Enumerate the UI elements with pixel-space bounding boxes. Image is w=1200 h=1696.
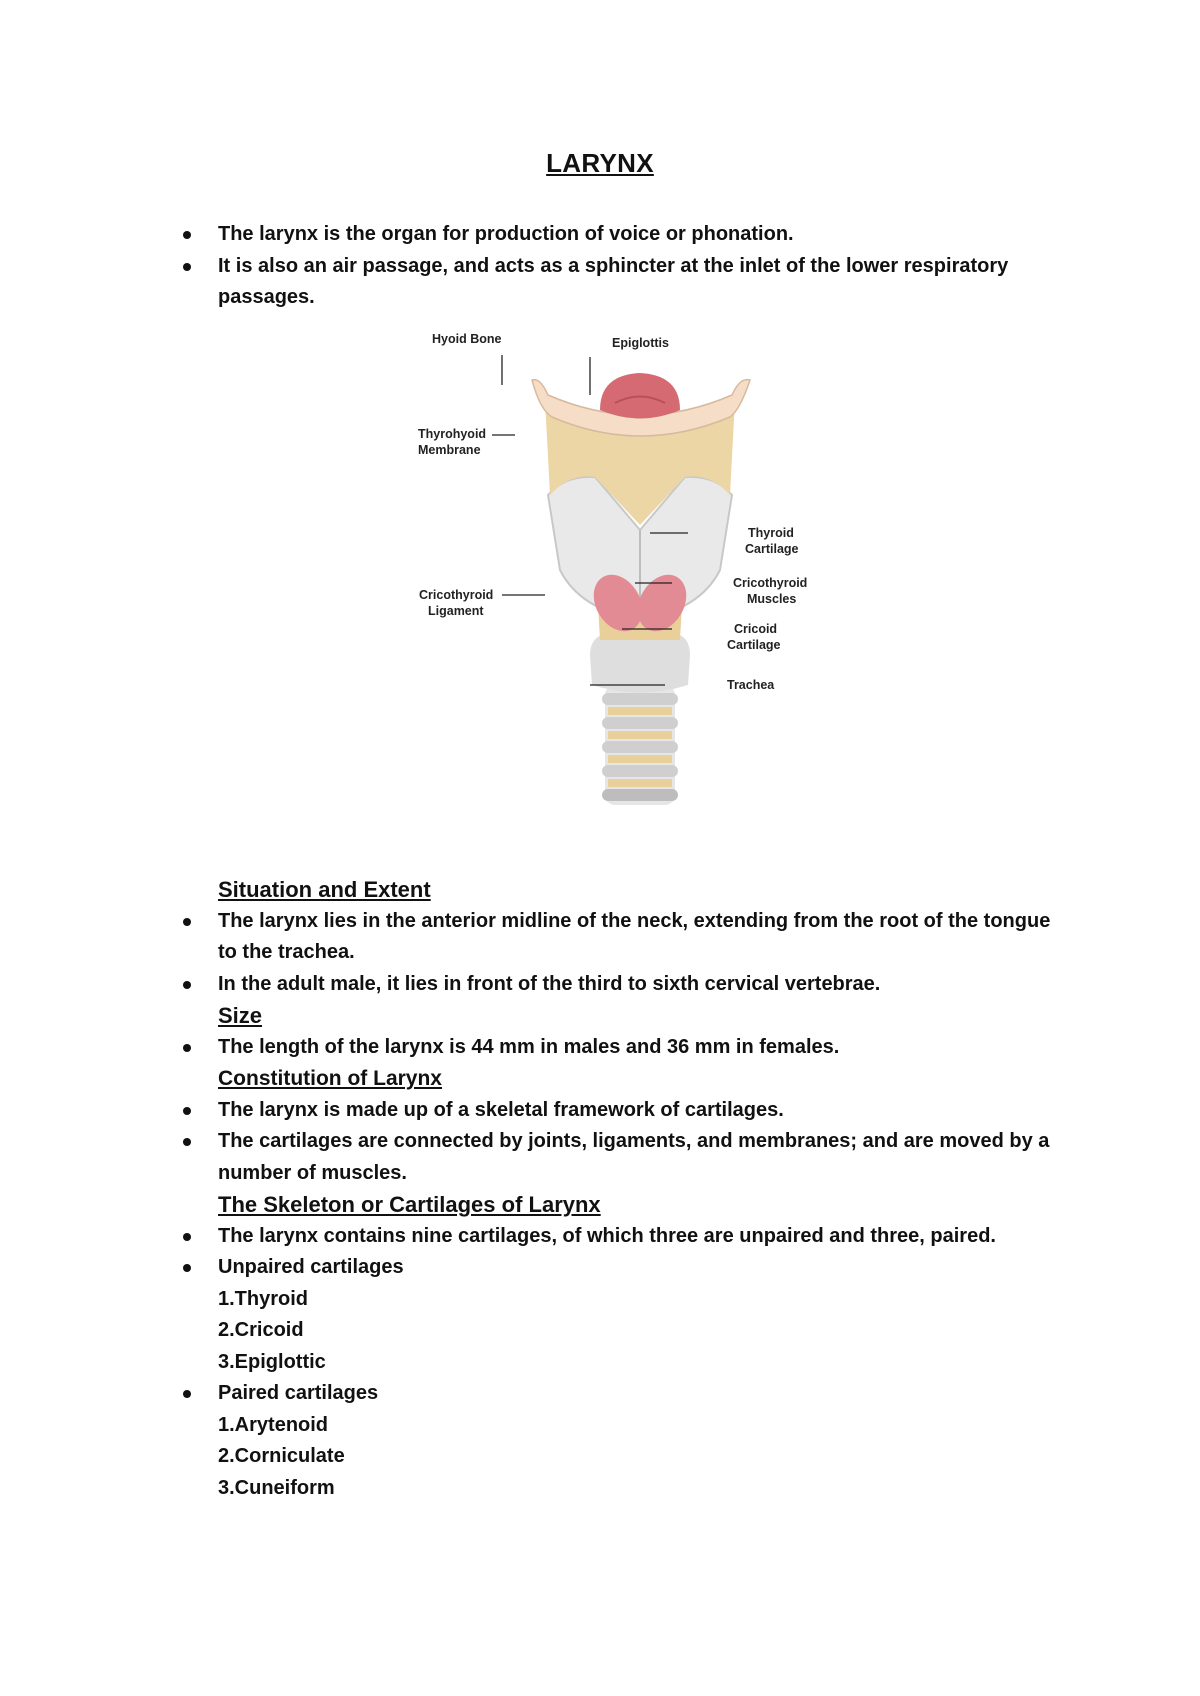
label-cricothyroid-muscles-2: Muscles <box>747 592 797 606</box>
label-cricothyroid-ligament-2: Ligament <box>428 604 484 618</box>
sub-list-item: 2.Cricoid <box>218 1319 304 1341</box>
label-thyroid-1: Thyroid <box>748 526 794 540</box>
section-heading-situation: Situation and Extent <box>218 877 431 902</box>
bullet-icon <box>183 1107 191 1115</box>
page-title: LARYNX <box>546 148 654 178</box>
bullet-icon <box>183 1233 191 1241</box>
body-sections <box>0 874 1200 1504</box>
sub-list-item: 1.Arytenoid <box>218 1413 329 1436</box>
list-item-continuation: number of muscles. <box>218 1161 407 1184</box>
intro-section <box>0 219 1200 314</box>
list-item: In the adult male, it lies in front of the third to sixth cervical vertebrae. <box>0 969 1200 1001</box>
list-item: The larynx is the organ for production of voice or phonation. <box>0 219 1200 251</box>
label-trachea: Trachea <box>727 678 775 692</box>
list-item: The cartilages are connected by joints, ligaments, and membranes; and are moved by a <box>0 1126 1200 1158</box>
list-item: It is also an air passage, and acts as a sphincter at the inlet of the lower respiratory <box>0 251 1200 283</box>
section-heading-constitution: Constitution of Larynx <box>218 1067 442 1090</box>
sub-list-item: 1.Thyroid <box>218 1287 309 1310</box>
list-item: Paired cartilages <box>0 1378 1200 1410</box>
label-cricoid-2: Cartilage <box>727 638 781 652</box>
bullet-icon <box>183 918 191 926</box>
bullet-icon <box>183 1264 191 1272</box>
list-item: The larynx contains nine cartilages, of which three are unpaired and three, paired. <box>0 1221 1200 1253</box>
list-item: The larynx lies in the anterior midline of the neck, extending from the root of the tongue <box>0 906 1200 938</box>
bullet-icon <box>183 981 191 989</box>
section-heading-skeleton: The Skeleton or Cartilages of Larynx <box>218 1192 601 1217</box>
list-item: The length of the larynx is 44 mm in males and 36 mm in females. <box>0 1032 1200 1064</box>
list-item-continuation: to the trachea. <box>218 941 355 963</box>
list-item-continuation: passages. <box>218 286 315 308</box>
label-thyroid-2: Cartilage <box>745 542 799 556</box>
list-item: The larynx is made up of a skeletal framework of cartilages. <box>0 1095 1200 1127</box>
cricoid-cartilage <box>590 633 690 693</box>
label-hyoid-bone: Hyoid Bone <box>432 332 502 346</box>
sub-list-item: 2.Corniculate <box>218 1445 345 1467</box>
label-cricothyroid-muscles-1: Cricothyroid <box>733 576 808 590</box>
label-thyrohyoid-1: Thyrohyoid <box>418 427 487 441</box>
bullet-icon <box>183 1138 191 1146</box>
label-cricoid-1: Cricoid <box>734 622 778 636</box>
bullet-icon <box>183 263 191 271</box>
sub-list-item: 3.Epiglottic <box>218 1350 326 1373</box>
bullet-icon <box>183 231 191 239</box>
label-cricothyroid-ligament-1: Cricothyroid <box>419 588 494 602</box>
trachea-rings <box>602 685 678 805</box>
list-item: Unpaired cartilages <box>0 1252 1200 1284</box>
larynx-diagram <box>418 332 840 815</box>
sub-list-item: 3.Cuneiform <box>218 1476 335 1499</box>
label-thyrohyoid-2: Membrane <box>418 443 481 457</box>
bullet-icon <box>183 1044 191 1052</box>
section-heading-size: Size <box>218 1003 263 1028</box>
bullet-icon <box>183 1390 191 1398</box>
label-epiglottis: Epiglottis <box>612 336 669 350</box>
